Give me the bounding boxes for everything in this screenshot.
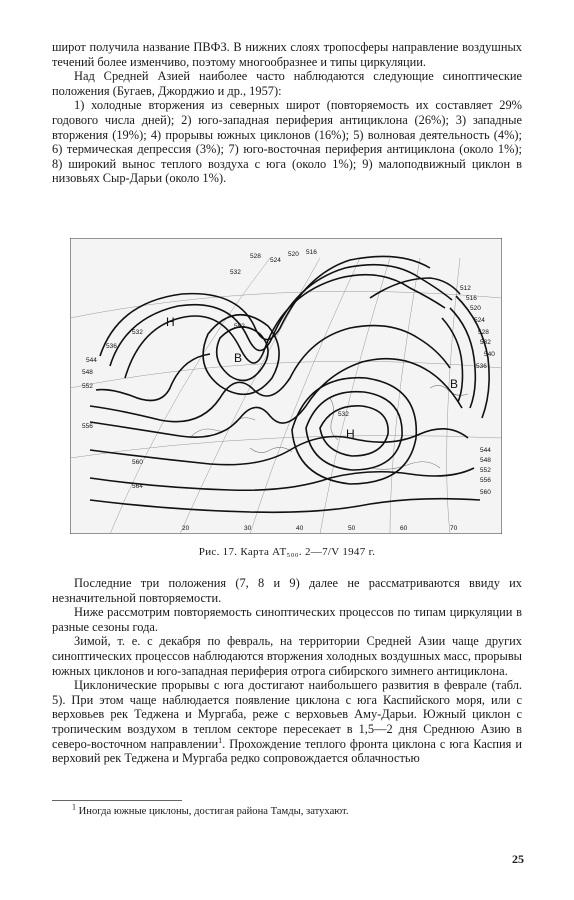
at500-map xyxy=(70,238,502,534)
contour-label: 536 xyxy=(106,343,117,350)
contour-label: 520 xyxy=(470,305,481,312)
contour-label: 528 xyxy=(478,329,489,336)
paragraph: Ниже рассмотрим повторяемость синоптических процессов по типам циркуляции в разные сезоны года. xyxy=(52,605,522,634)
contour-label: 532 xyxy=(338,411,349,418)
longitude-label: 30 xyxy=(244,525,252,532)
high-center-label: В xyxy=(450,377,459,391)
synoptic-map-figure xyxy=(70,238,502,534)
footnote-divider xyxy=(52,800,182,801)
text-block-top xyxy=(52,40,522,186)
paragraph xyxy=(52,678,522,766)
contour-label: 548 xyxy=(480,457,491,464)
high-center-label: В xyxy=(234,351,243,365)
contour-label: 544 xyxy=(480,447,491,454)
page-number: 25 xyxy=(512,852,524,866)
footnote-reference: 1 xyxy=(218,735,223,745)
contour-label: 544 xyxy=(86,357,97,364)
figure-caption: Рис. 17. Карта АТ₅₀₀. 2—7/V 1947 г. xyxy=(198,546,376,558)
paragraph: широт получила название ПВФЗ. В нижних слоях тропосферы направление воздушных течений более изменчиво, поэтому многообразнее и типы циркуляции. xyxy=(52,40,522,69)
contour-label: 552 xyxy=(480,467,491,474)
longitude-label: 20 xyxy=(182,525,190,532)
longitude-label: 50 xyxy=(348,525,356,532)
contour-label: 536 xyxy=(476,363,487,370)
contour-label: 524 xyxy=(474,317,485,324)
contour-label: 512 xyxy=(460,285,471,292)
longitude-label: 70 xyxy=(450,525,458,532)
contour-label: 560 xyxy=(480,489,491,496)
footnote xyxy=(72,802,522,817)
paragraph: Над Средней Азией наиболее часто наблюдаются следующие синоптические положения (Бугаев, Джорджио и др., 1957): xyxy=(52,69,522,98)
contour-label: 560 xyxy=(132,459,143,466)
footnote-text: Иногда южные циклоны, достигая района Тамды, затухают. xyxy=(78,806,349,817)
paragraph-text: . Прохождение теплого фронта циклона с юга Каспия и верховий рек Теджена и Мургаба редко сопровождается облачностью xyxy=(52,736,522,766)
text-block-bottom xyxy=(52,576,522,766)
paragraph: Зимой, т. е. с декабря по февраль, на территории Средней Азии чаще других синоптических процессов наблюдаются вторжения холодных воздушных масс, прорывы южных циклонов и юго-западная периферия отрога сибирского зимнего антициклона. xyxy=(52,634,522,678)
contour-label: 532 xyxy=(132,329,143,336)
contour-label: 524 xyxy=(270,257,281,264)
longitude-label: 60 xyxy=(400,525,408,532)
contour-label: 548 xyxy=(82,369,93,376)
contour-label: 552 xyxy=(82,383,93,390)
longitude-label: 40 xyxy=(296,525,304,532)
contour-label: 520 xyxy=(288,251,299,258)
contour-label: 532 xyxy=(480,339,491,346)
contour-label: 556 xyxy=(82,423,93,430)
contour-label: 516 xyxy=(306,249,317,256)
contour-label: 552 xyxy=(234,323,245,330)
paragraph-text: Циклонические прорывы с юга достигают наибольшего развития в феврале (табл. 5). При этом чаще наблюдается появление циклона с юга Каспийского моря, или с верховьев рек Теджена и Мургаба, реже с верховьев Аму-Дарьи. Южный циклон с тропическим воздухом в теплом секторе пересекает в 1,5—2 дня Среднюю Азию в северо-восточном направлении xyxy=(52,678,522,751)
contour-label: 532 xyxy=(230,269,241,276)
contour-label: 528 xyxy=(250,253,261,260)
paragraph: 1) холодные вторжения из северных широт (повторяемость их составляет 29% годового числа дней); 2) юго-западная периферия антициклона (26%); 3) западные вторжения (19%); 4) прорывы южных циклонов (16%); 5) волновая деятельность (4%); 6) термическая депрессия (3%); 7) юго-восточная периферия антициклона (около 1%); 8) широкий вынос теплого воздуха с юга (около 1%); 9) малоподвижный циклон в низовьях Сыр-Дарьи (около 1%). xyxy=(52,98,522,186)
contour-label: 516 xyxy=(466,295,477,302)
contour-label: 556 xyxy=(480,477,491,484)
contour-label: 540 xyxy=(484,351,495,358)
contour-label: 564 xyxy=(132,483,143,490)
low-center-label: Н xyxy=(166,315,175,329)
low-center-label: Н xyxy=(346,427,355,441)
paragraph: Последние три положения (7, 8 и 9) далее не рассматриваются ввиду их незначительной повторяемости. xyxy=(52,576,522,605)
footnote-mark: 1 xyxy=(72,802,76,812)
